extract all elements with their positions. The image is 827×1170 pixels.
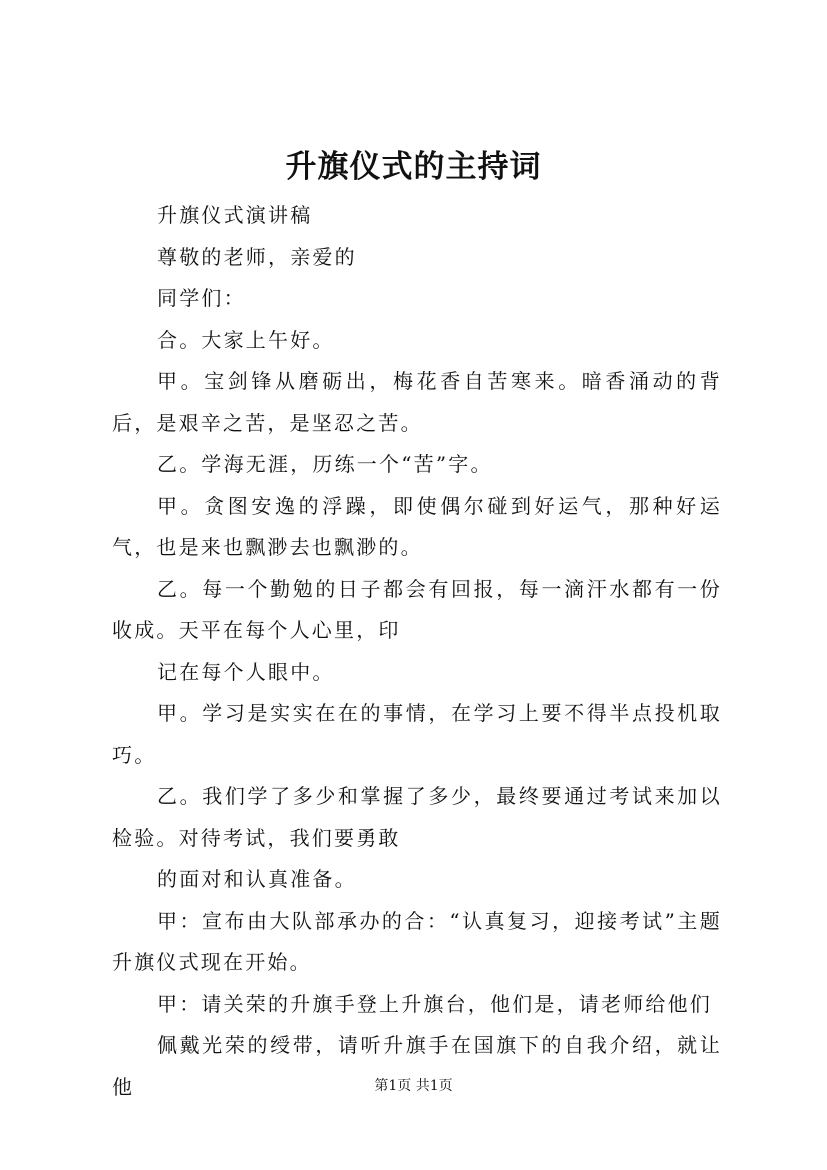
paragraph: 甲。宝剑锋从磨砺出，梅花香自苦寒来。暗香涌动的背后，是艰辛之苦，是坚忍之苦。 (112, 369, 722, 435)
paragraph: 的面对和认真准备。 (157, 867, 357, 891)
paragraph: 甲：宣布由大队部承办的合：“认真复习，迎接考试”主题升旗仪式现在开始。 (112, 908, 722, 974)
paragraph: 甲。学习是实实在在的事情，在学习上要不得半点投机取巧。 (112, 701, 722, 767)
paragraph: 乙。每一个勤勉的日子都会有回报，每一滴汗水都有一份收成。天平在每个人心里，印 (112, 576, 722, 642)
paragraph: 合。大家上午好。 (157, 327, 335, 352)
paragraph: 甲。贪图安逸的浮躁，即使偶尔碰到好运气，那种好运气，也是来也飘渺去也飘渺的。 (112, 493, 722, 559)
paragraph: 尊敬的老师，亲爱的 (157, 244, 357, 269)
paragraph: 记在每个人眼中。 (157, 659, 335, 684)
page-number: 第1页 共1页 (374, 1078, 453, 1094)
paragraph: 升旗仪式演讲稿 (157, 203, 313, 227)
paragraph: 乙。我们学了多少和掌握了多少，最终要通过考试来加以检验。对待考试，我们要勇敢 (112, 784, 722, 850)
document-body (112, 195, 722, 1108)
paragraph: 乙。学海无涯，历练一个“苦”字。 (157, 452, 493, 476)
paragraph: 甲：请关荣的升旗手登上升旗台，他们是，请老师给他们 (157, 991, 712, 1016)
document-title: 升旗仪式的主持词 (285, 149, 542, 185)
paragraph: 同学们： (157, 286, 246, 310)
paragraph: 佩戴光荣的绶带，请听升旗手在国旗下的自我介绍，就让他 (112, 1033, 722, 1099)
